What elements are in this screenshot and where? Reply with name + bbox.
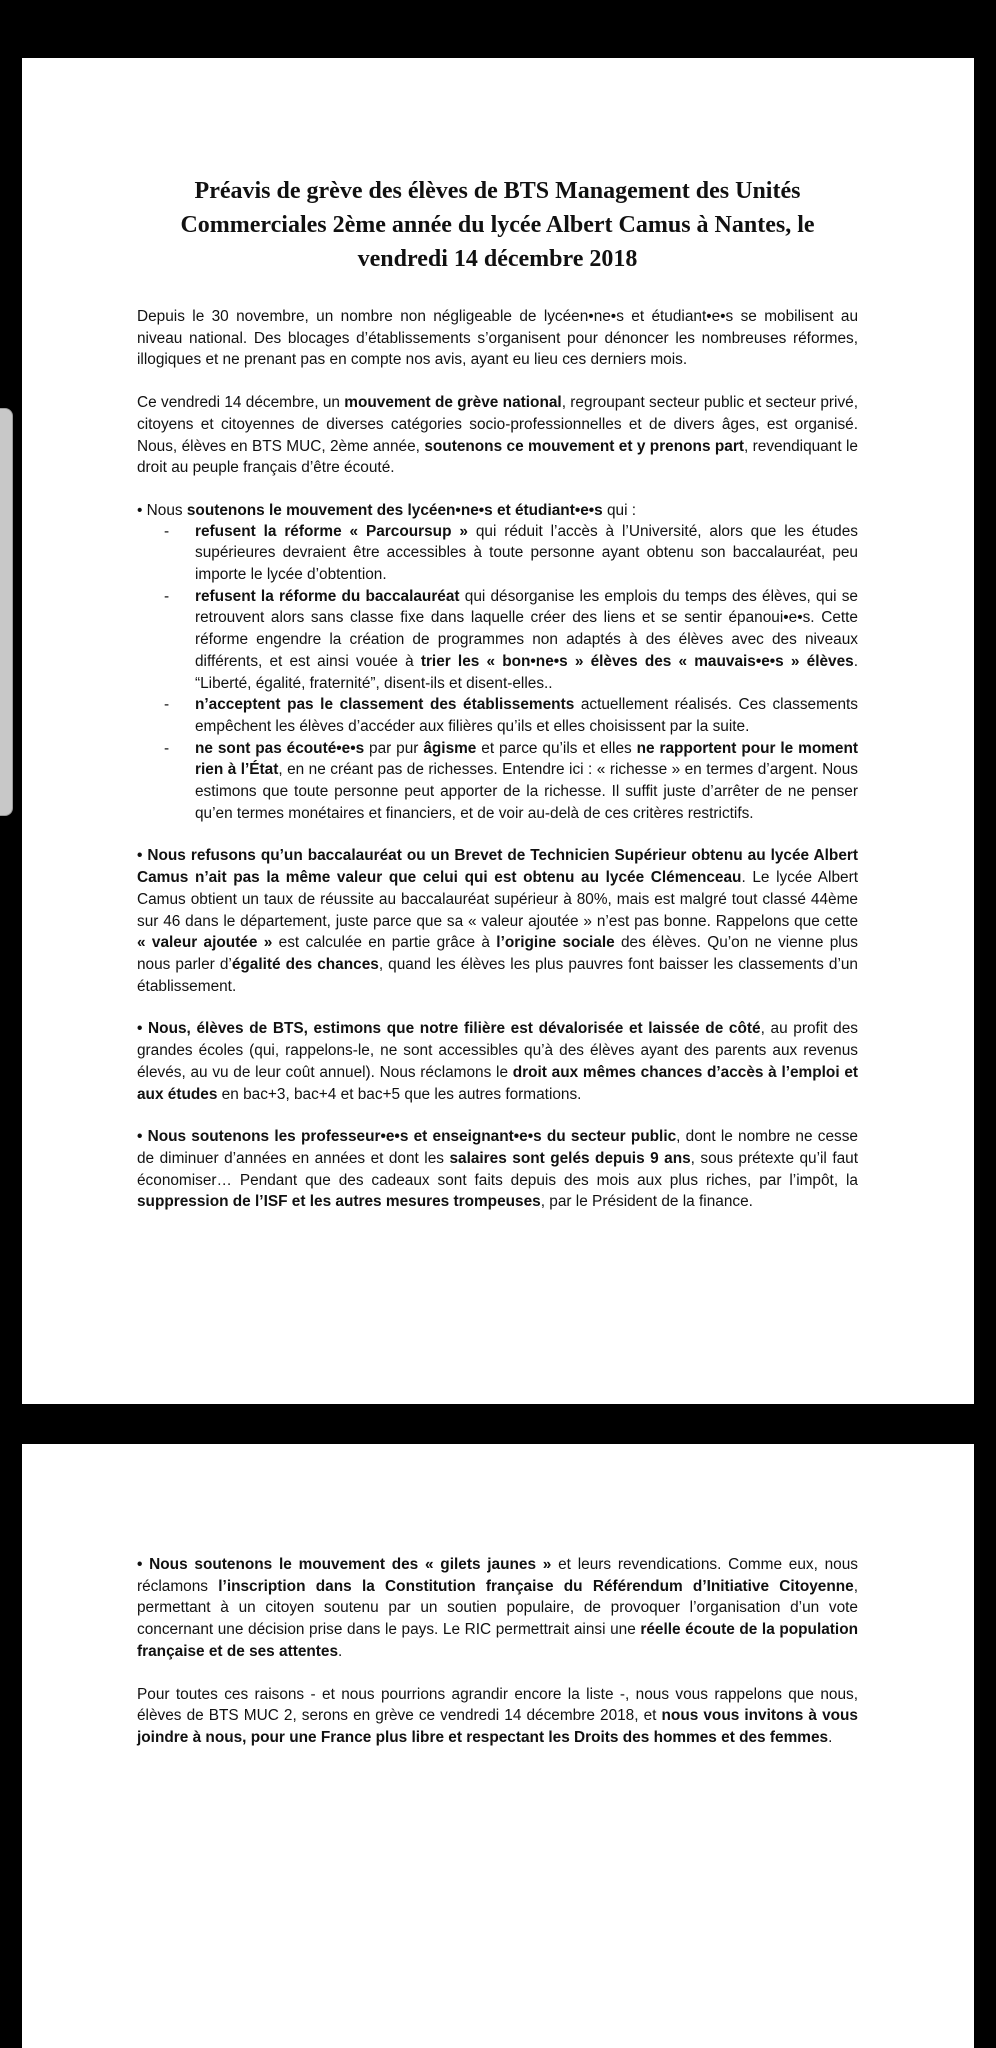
text: en bac+3, bac+4 et bac+5 que les autres formations.	[217, 1085, 582, 1103]
text: , revendiquant le droit au peuple français d’être écouté.	[137, 437, 858, 477]
bold-text: ne rapportent pour le moment rien à l’État	[195, 739, 858, 779]
list-item	[137, 738, 858, 825]
paragraph-bts-undervalued	[137, 1018, 858, 1105]
text: • Nous	[137, 501, 187, 519]
bold-text: n’acceptent pas le classement des établissements	[195, 696, 575, 714]
text: qui réduit l’accès à l’Université, alors que les études supérieures devraient être accessibles à toute personne ayant obtenu son baccalauréat, peu importe le lycée d’obtention.	[195, 522, 858, 584]
bold-text: trier les « bon•ne•s » élèves des « mauvais•e•s » élèves	[420, 652, 854, 670]
bold-text: • Nous soutenons le mouvement des « gilets jaunes »	[137, 1556, 552, 1573]
page-2-content	[137, 1554, 858, 1770]
text: Ce vendredi 14 décembre, un	[137, 394, 345, 412]
dash-marker: -	[164, 739, 170, 757]
document-title: Préavis de grève des élèves de BTS Management des Unités Commerciales 2ème année du lycée Albert Camus à Nantes, le vendredi 14 décembre 2018	[180, 178, 815, 272]
bold-text: salaires sont gelés depuis 9 ans	[449, 1149, 691, 1167]
bold-text: suppression de l’ISF et les autres mesures trompeuses	[137, 1193, 541, 1211]
text: , sous prétexte qu’il faut économiser… Pendant que des cadeaux sont faits depuis des mois aux plus riches, par l’impôt, la	[137, 1149, 858, 1189]
text: , au profit des grandes écoles (qui, rappelons-le, ne sont accessibles qu’à des élèves ayant des parents aux revenus élevés, au vu de leur coût annuel). Nous réclamons le	[137, 1020, 858, 1081]
text: Pour toutes ces raisons - et nous pourrions agrandir encore la liste -, nous vous rappelons que nous, élèves de BTS MUC 2, serons en grève ce vendredi 14 décembre 2018, et	[137, 1685, 858, 1725]
bold-text: mouvement de grève national	[344, 394, 562, 412]
text: est calculée en partie grâce à	[272, 934, 497, 952]
bold-text: • Nous, élèves de BTS, estimons que notre filière est dévalorisée et laissée de côté	[137, 1020, 761, 1038]
text: et leurs revendications. Comme eux, nous réclamons	[137, 1556, 858, 1595]
bold-text: soutenons ce mouvement et y prenons part	[424, 437, 744, 455]
bold-text: l’origine sociale	[496, 934, 615, 952]
dash-marker: -	[164, 696, 170, 714]
text: , dont le nombre ne cesse de diminuer d’années en années et dont les	[137, 1128, 858, 1167]
text: qui désorganise les emplois du temps des élèves, qui se retrouvent alors sans classe fixe dans laquelle créer des liens et se sentir épanoui•e•s. Cette réforme engendre la création de programmes non adaptés à des élèves avec des niveaux différents, et est ainsi vouée à	[195, 587, 858, 670]
intro-paragraph: Depuis le 30 novembre, un nombre non négligeable de lycéen•ne•s et étudiant•e•s se mobilisent au niveau national. Des blocages d’établissements s’organisent pour dénoncer les nombreuses réformes, illogiques et ne prenant pas en compte nos avis, ayant eu lieu ces derniers mois.	[137, 308, 858, 369]
bold-text: « valeur ajoutée »	[137, 934, 273, 952]
text: , permettant à un citoyen soutenu par un soutien populaire, de provoquer l’organisation d’un vote concernant une décision prise dans le pays. Le RIC permettrait ainsi une	[137, 1577, 858, 1639]
text: , par le Président de la finance.	[540, 1193, 753, 1211]
dash-marker: -	[164, 522, 170, 540]
list-item	[137, 586, 858, 695]
document-page-1	[22, 58, 974, 1404]
text: des élèves. Qu’on ne vienne plus nous parler d’	[137, 934, 858, 973]
demands-list	[137, 521, 858, 825]
bold-text: réelle écoute de la population française et de ses attentes	[137, 1621, 858, 1660]
text: . Le lycée Albert Camus obtient un taux de réussite au baccalauréat supérieur à 80%, mais est malgré tout classé 44ème sur 46 dans le département, juste parce que sa « valeur ajoutée » n’est pas bonne. Rappelons que cette	[137, 869, 859, 930]
text: , en ne créant pas de richesses. Entendre ici : « richesse » en termes d’argent. Nous estimons que toute personne peut apporter de la richesse. Il suffit juste d’arrêter de ne penser qu’en termes monétaires et financiers, et de voir au-delà de ces critères restrictifs.	[195, 761, 859, 822]
bold-text: refusent la réforme du baccalauréat	[195, 587, 460, 605]
list-item	[137, 521, 858, 586]
scroll-handle[interactable]	[0, 408, 13, 816]
text: .	[338, 1642, 343, 1660]
text: . “Liberté, égalité, fraternité”, disent-ils et disent-elles..	[195, 652, 858, 692]
text: , regroupant secteur public et secteur privé, citoyens et citoyennes de diverses catégories socio-professionnelles et de divers âges, est organisé. Nous, élèves en BTS MUC, 2ème année,	[137, 394, 858, 455]
bold-text: • Nous soutenons les professeur•e•s et enseignant•e•s du secteur public	[137, 1128, 677, 1146]
bold-text: âgisme	[423, 739, 477, 757]
document-page-2	[22, 1444, 974, 2048]
bold-text: refusent la réforme « Parcoursup »	[195, 522, 468, 540]
bold-text: nous vous invitons à vous joindre à nous, pour une France plus libre et respectant les Droits des hommes et des femmes	[137, 1707, 858, 1746]
list-item	[137, 694, 858, 737]
text: .	[828, 1728, 833, 1746]
dash-marker: -	[164, 587, 170, 605]
bold-text: ne sont pas écouté•e•s	[195, 739, 365, 757]
paragraph-conclusion	[137, 1684, 858, 1749]
paragraph-diploma-value	[137, 845, 858, 997]
bold-text: égalité des chances	[231, 955, 379, 973]
bold-text: • Nous refusons qu’un baccalauréat ou un Brevet de Technicien Supérieur obtenu au lycée Albert Camus n’ait pas la même valeur que celui qui est obtenu au lycée Clémenceau	[137, 847, 858, 887]
text: actuellement réalisés. Ces classements empêchent les élèves d’accéder aux filières qu’ils et elles choisissent par la suite.	[195, 696, 858, 735]
paragraph-gilets-jaunes	[137, 1554, 858, 1663]
bold-text: l’inscription dans la Constitution française du Référendum d’Initiative Citoyenne	[218, 1577, 854, 1595]
bold-text: droit aux mêmes chances d’accès à l’emploi et aux études	[137, 1063, 858, 1103]
bold-text: soutenons le mouvement des lycéen•ne•s et étudiant•e•s	[186, 501, 603, 519]
text: qui :	[602, 501, 637, 519]
text: , quand les élèves les plus pauvres font baisser les classements d’un établissement.	[137, 955, 858, 995]
text: par pur	[364, 739, 424, 757]
paragraph-strike-announcement	[137, 392, 858, 479]
page-1-content	[137, 174, 858, 1234]
text: et parce qu’ils et elles	[476, 739, 637, 757]
paragraph-support-teachers	[137, 1126, 858, 1213]
paragraph-support-students	[137, 500, 858, 522]
